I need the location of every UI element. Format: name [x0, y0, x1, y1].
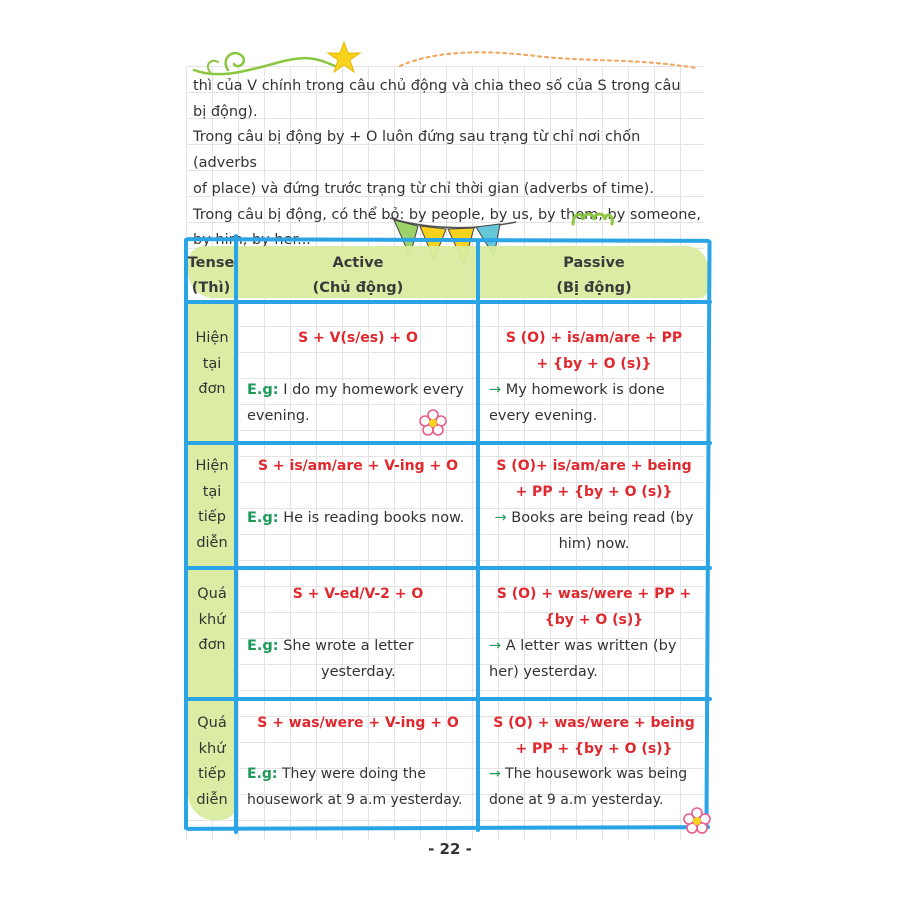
example-line — [480, 506, 708, 532]
example-text: He is reading books now. — [278, 510, 465, 526]
intro-line: bị động). — [193, 103, 258, 120]
eg-label: E.g: — [247, 766, 278, 782]
row-divider — [186, 697, 712, 701]
example-line — [489, 634, 703, 660]
example-line: yesterday. — [321, 663, 396, 680]
passive-example — [489, 634, 703, 685]
intro-line: thì của V chính trong câu chủ động và chia theo số của S trong câu — [193, 78, 681, 94]
tense-word: Hiện — [195, 458, 229, 474]
row-divider — [186, 566, 712, 570]
passive-example — [489, 762, 705, 813]
row-divider — [186, 441, 712, 445]
formula-line: S + is/am/are + V-ing + O — [257, 458, 459, 474]
example-line — [247, 634, 473, 660]
formula-line: S + V-ed/V-2 + O — [292, 586, 424, 602]
tense-word: tiếp — [198, 766, 226, 783]
example-text: A letter was written (by — [501, 638, 677, 654]
header-tense-sub: (Thì) — [191, 280, 231, 296]
formula-line: + {by + O (s)} — [536, 355, 652, 372]
header-active-sub: (Chủ động) — [312, 280, 404, 296]
example-line — [489, 378, 703, 404]
formula-line: S (O) + was/were + being — [493, 715, 695, 731]
active-formula — [238, 711, 478, 737]
tense-cell — [186, 326, 238, 403]
example-text: She wrote a letter — [278, 638, 414, 654]
intro-line: of place) và đứng trước trạng từ chỉ thời gian (adverbs of time). — [193, 180, 654, 197]
example-line: done at 9 a.m yesterday. — [489, 791, 664, 808]
tense-word: tại — [202, 355, 222, 372]
formula-line: S + was/were + V-ing + O — [257, 715, 459, 731]
example-line: housework at 9 a.m yesterday. — [247, 791, 463, 808]
arrow-icon: → — [489, 638, 502, 654]
intro-line: Trong câu bị động, có thể bỏ: by people, by us, by them, by someone, — [193, 206, 701, 223]
tense-word: Hiện — [195, 330, 229, 346]
example-text: The housework was being — [500, 766, 688, 782]
example-line: her) yesterday. — [489, 663, 598, 680]
tense-cell — [186, 582, 238, 659]
example-line — [247, 378, 473, 404]
eg-label: E.g: — [247, 638, 279, 654]
intro-line: Trong câu bị động by + O luôn đứng sau trạng từ chỉ nơi chốn (adverbs — [193, 129, 641, 172]
arrow-icon: → — [489, 382, 502, 398]
eg-label: E.g: — [247, 510, 279, 526]
example-line — [247, 506, 473, 532]
tense-word: Quá — [197, 586, 227, 602]
dotted-swirl-icon — [396, 44, 706, 74]
example-line: every evening. — [489, 407, 598, 424]
header-active-label: Active — [332, 255, 384, 271]
active-example — [247, 634, 473, 685]
tense-word: khứ — [198, 740, 226, 757]
tense-word: đơn — [198, 637, 226, 654]
header-passive-sub: (Bị động) — [556, 280, 632, 296]
example-line: evening. — [247, 407, 310, 424]
coil-icon — [570, 208, 616, 230]
active-example — [247, 762, 476, 813]
formula-line: S (O) + is/am/are + PP — [505, 330, 683, 346]
example-text: I do my homework every — [278, 382, 464, 398]
passive-formula — [480, 711, 708, 762]
formula-line: S (O)+ is/am/are + being — [496, 458, 692, 474]
header-tense-label: Tense — [187, 255, 235, 271]
formula-line: S (O) + was/were + PP + — [496, 586, 692, 602]
header-tense — [186, 251, 236, 301]
star-icon — [326, 40, 362, 76]
passive-formula — [480, 454, 708, 505]
example-text: My homework is done — [501, 382, 665, 398]
formula-line: + PP + {by + O (s)} — [515, 740, 673, 757]
passive-formula — [480, 582, 708, 633]
tense-cell — [186, 711, 238, 814]
passive-formula — [480, 326, 708, 377]
active-example — [247, 506, 473, 532]
tense-cell — [186, 454, 238, 557]
tense-word: đơn — [198, 381, 226, 398]
example-line — [489, 762, 705, 788]
header-passive — [480, 251, 708, 301]
formula-line: + PP + {by + O (s)} — [515, 483, 673, 500]
flower-icon — [418, 408, 448, 438]
active-formula — [238, 326, 478, 352]
formula-line: {by + O (s)} — [544, 611, 644, 628]
tense-word: khứ — [198, 611, 226, 628]
tense-word: tiếp — [198, 509, 226, 526]
formula-line: S + V(s/es) + O — [298, 330, 418, 346]
flower-icon — [682, 806, 712, 836]
tense-word: Quá — [197, 715, 227, 731]
page-number: - 22 - — [428, 840, 472, 858]
passive-example — [489, 378, 703, 429]
arrow-icon: → — [489, 766, 501, 782]
example-text: They were doing the — [277, 766, 426, 782]
header-active — [238, 251, 478, 301]
example-text: Books are being read (by — [506, 510, 694, 526]
example-line — [247, 762, 476, 788]
active-formula — [238, 454, 478, 480]
example-line: him) now. — [558, 535, 630, 552]
tense-word: diễn — [196, 535, 228, 552]
arrow-icon: → — [494, 510, 507, 526]
tense-word: tại — [202, 483, 222, 500]
eg-label: E.g: — [247, 382, 279, 398]
tense-word: diễn — [196, 792, 228, 809]
passive-example — [480, 506, 708, 557]
active-formula — [238, 582, 478, 608]
header-passive-label: Passive — [563, 255, 625, 271]
